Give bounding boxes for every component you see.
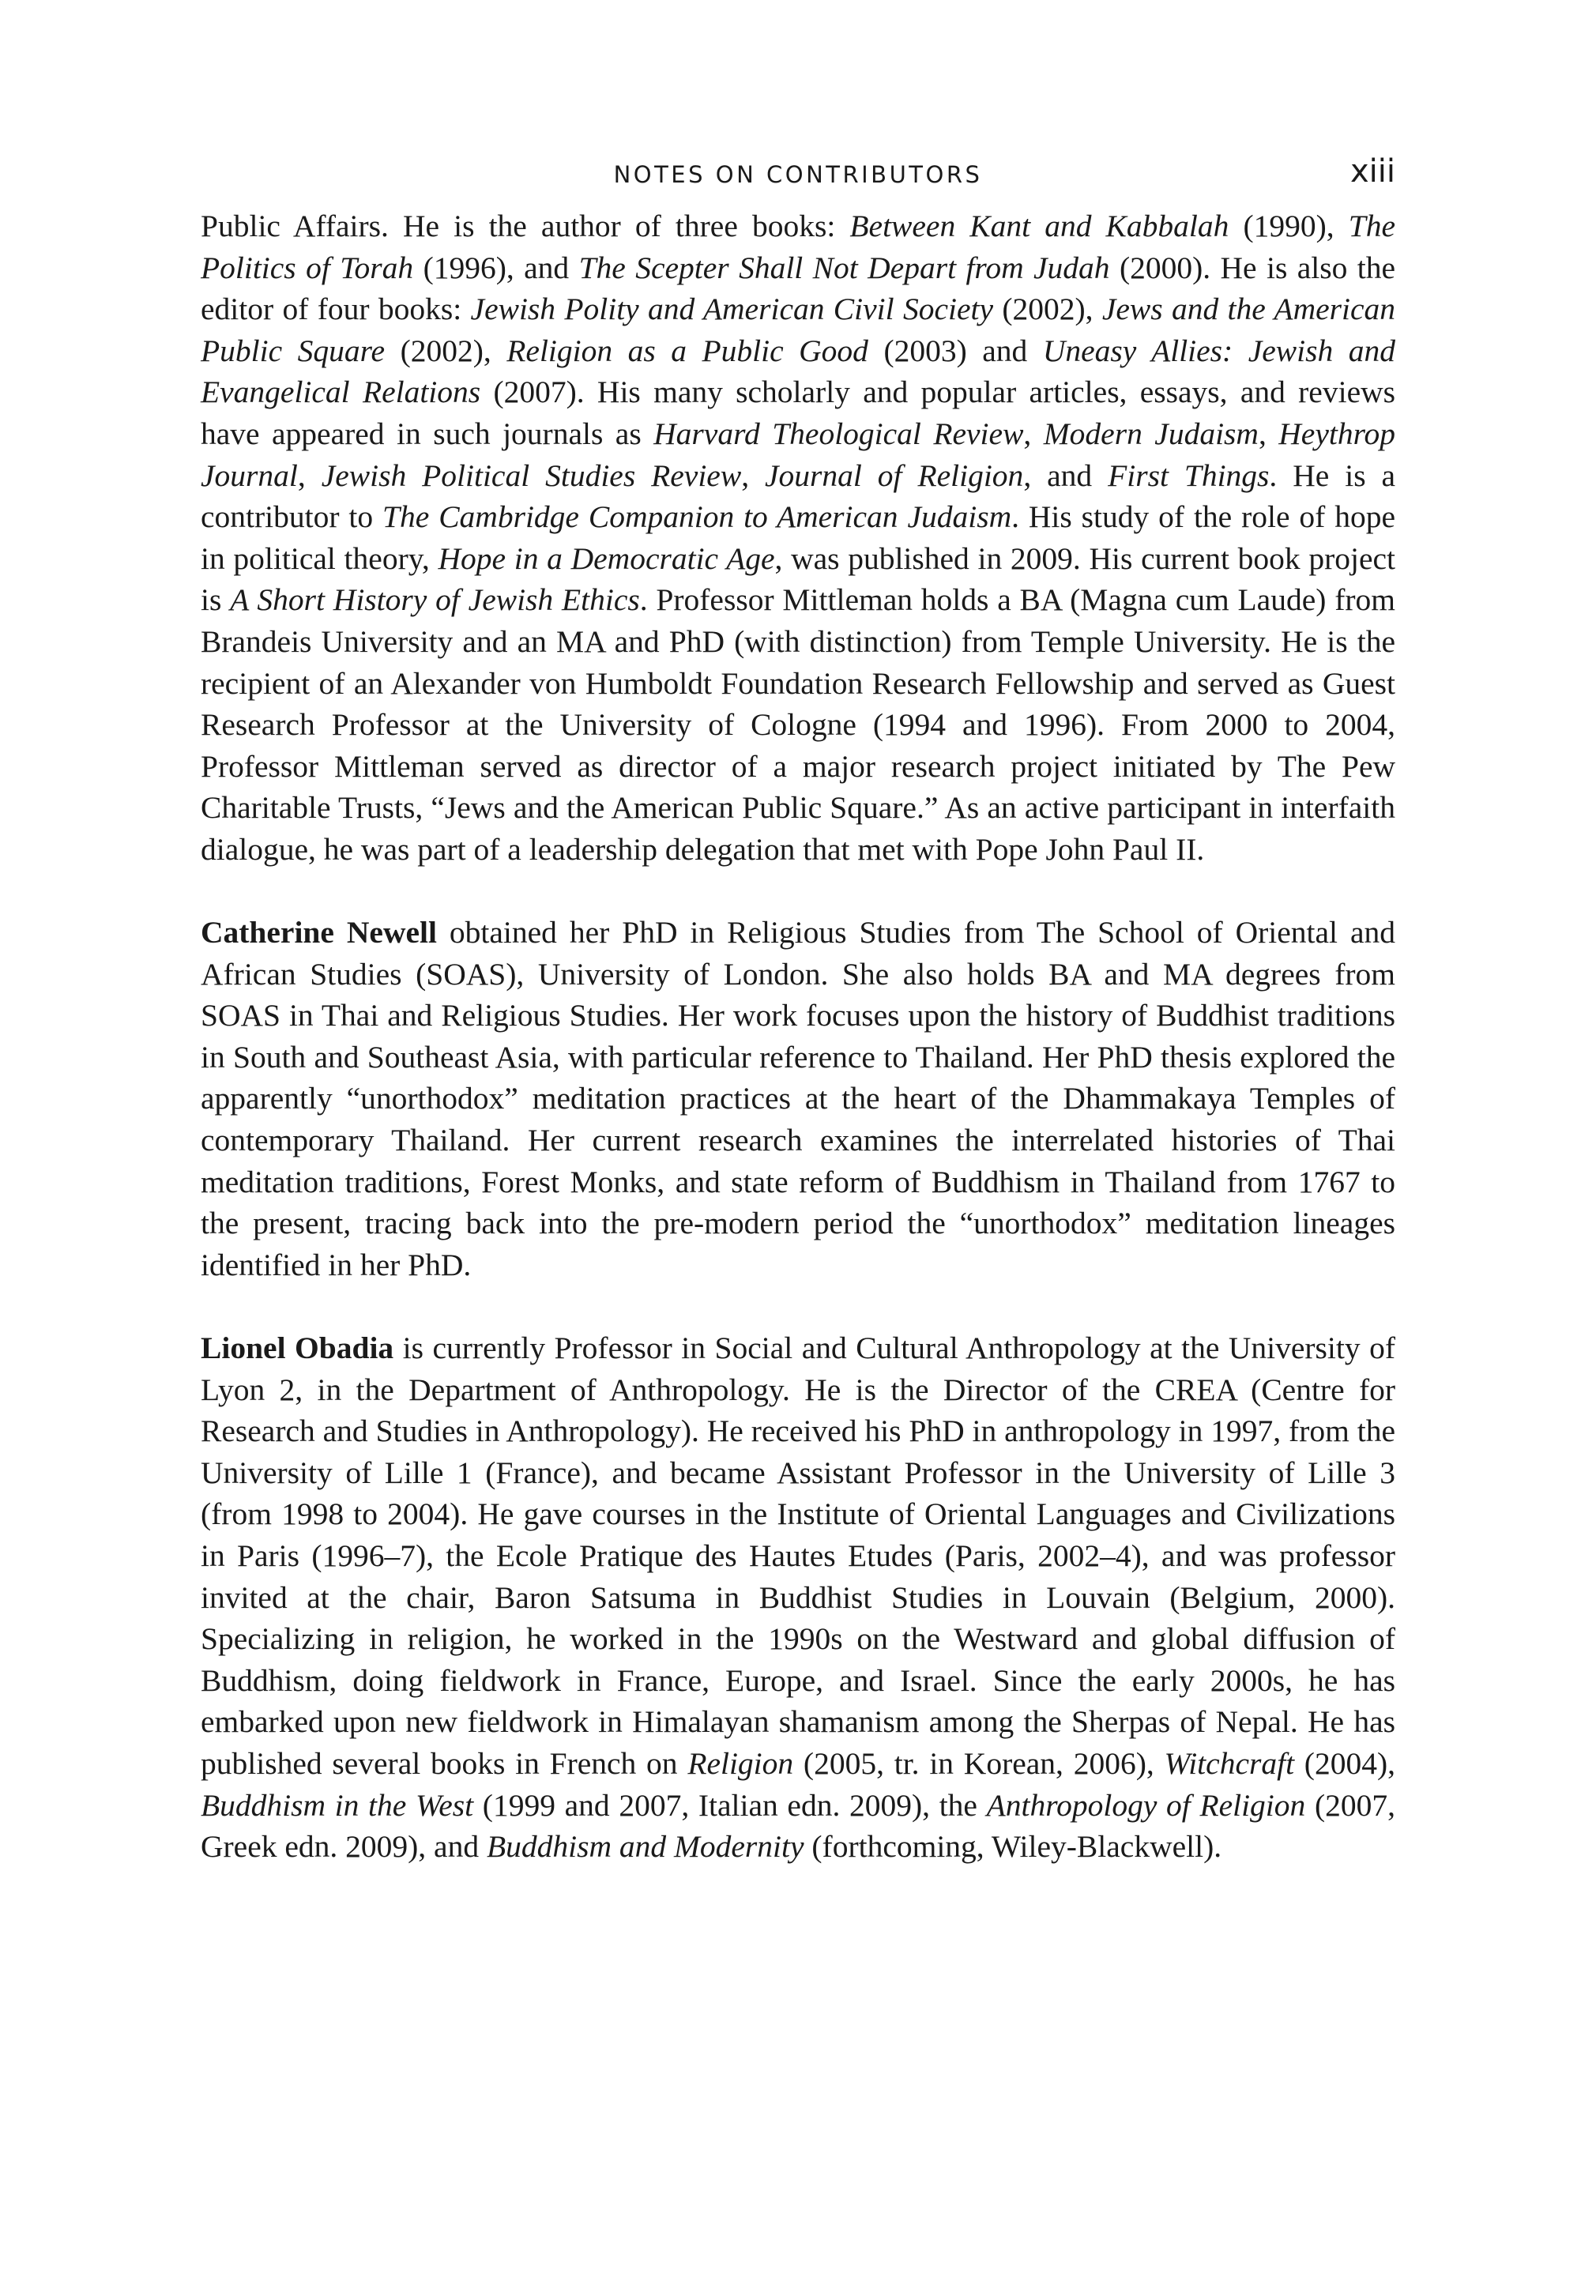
text-run: . He is a contributor to (201, 457, 1396, 535)
contributor-name: Lionel Obadia (201, 1331, 394, 1366)
italic-title: The Scepter Shall Not Depart from Judah (578, 250, 1110, 285)
italic-title: Jewish Polity and American Civil Society (470, 292, 993, 327)
text-run: (1990), (1229, 209, 1349, 243)
contributor-notes (201, 205, 1395, 1868)
text-run: , was published in 2009. His current book project is (201, 540, 1395, 618)
italic-title: Anthropology of Religion (986, 1787, 1306, 1823)
text-run: (2003) and (868, 333, 1043, 368)
text-run: (2007). His many scholarly and popular articles, essays, and reviews have appeared in such journals as (201, 375, 1395, 451)
italic-title: Between Kant and Kabbalah (849, 209, 1229, 243)
text-run: (2005, tr. in Korean, 2006), (793, 1745, 1165, 1781)
text-run: . His study of the role of hope in political theory, (201, 499, 1395, 576)
italic-title: Modern Judaism (1043, 416, 1259, 451)
italic-title: Uneasy Allies: Jewish and Evangelical Relations (201, 333, 1395, 410)
text-run: (2004), (1294, 1745, 1395, 1781)
text-run: , (1258, 416, 1279, 451)
italic-title: Religion as a Public Good (506, 333, 868, 368)
italic-title: First Things (1108, 457, 1270, 493)
page-number: xiii (1349, 153, 1395, 190)
italic-title: Heythrop Journal (201, 416, 1396, 493)
text-run: (2007, Greek edn. 2009), and (201, 1787, 1395, 1865)
contributor-entry (201, 912, 1395, 1285)
contributor-name: Catherine Newell (201, 915, 437, 950)
contributor-entry (201, 1327, 1395, 1868)
text-run: Public Affairs. He is the author of three books: (201, 209, 850, 243)
italic-title: Religion (687, 1745, 794, 1781)
contributor-entry (201, 205, 1395, 871)
text-run: . Professor Mittleman holds a BA (Magna cum Laude) from Brandeis University and an MA and PhD (with distinction) from Temple University. He is the recipient of an Alexander von Humboldt Foundation Research Fellowship and served as Guest Research Professor at the University of Cologne (1994 and 1996). From 2000 to 2004, Professor Mittleman served as director of a major research project initiated by The Pew Charitable Trusts, “Jews and the American Public Square.” As an active participant in interfaith dialogue, he was part of a leadership delegation that met with Pope John Paul II. (201, 582, 1395, 867)
text-run: (1999 and 2007, Italian edn. 2009), the (473, 1787, 987, 1823)
text-run: is currently Professor in Social and Cultural Anthropology at the University of Lyon 2, in the Department of Anthropology. He is the Director of the CREA (Centre for Research and Studies in Anthropology). He received his PhD in anthropology in 1997, from the University of Lille 1 (France), and became Assistant Professor in the University of Lille 3 (from 1998 to 2004). He gave courses in the Institute of Oriental Languages and Civilizations in Paris (1996–7), the Ecole Pratique des Hautes Etudes (Paris, 2002–4), and was professor invited at the chair, Baron Satsuma in Buddhist Studies in Louvain (Belgium, 2000). Specializing in religion, he worked in the 1990s on the Westward and global diffusion of Buddhism, doing fieldwork in France, Europe, and Israel. Since the early 2000s, he has embarked upon new fieldwork in Himalayan shamanism among the Sherpas of Nepal. He has published several books in French on (201, 1331, 1395, 1781)
italic-title: Jews and the American Public Square (201, 292, 1395, 368)
italic-title: Hope in a Democratic Age (438, 540, 775, 576)
italic-title: Buddhism in the West (201, 1787, 474, 1823)
italic-title: Buddhism and Modernity (486, 1829, 804, 1865)
running-head (201, 153, 1395, 205)
italic-title: Witchcraft (1164, 1745, 1295, 1781)
running-head-title: NOTES ON CONTRIBUTORS (613, 161, 983, 188)
text-run: (2000). He is also the editor of four books: (201, 250, 1396, 327)
text-run: (forthcoming, Wiley-Blackwell). (804, 1829, 1222, 1865)
italic-title: A Short History of Jewish Ethics (230, 582, 640, 618)
text-run: obtained her PhD in Religious Studies from The School of Oriental and African Studies (SOAS), University of London. She also holds BA and MA degrees from SOAS in Thai and Religious Studies. Her work focuses upon the history of Buddhist traditions in South and Southeast Asia, with particular reference to Thailand. Her PhD thesis explored the apparently “unorthodox” meditation practices at the heart of the Dhammakaya Temples of contemporary Thailand. Her current research examines the interrelated histories of Thai meditation traditions, Forest Monks, and state reform of Buddhism in Thailand from 1767 to the present, tracing back into the pre-modern period the “unorthodox” meditation lineages identified in her PhD. (201, 915, 1396, 1282)
text-run: (2002), (385, 333, 507, 368)
italic-title: The Politics of Torah (201, 209, 1395, 285)
book-page (201, 153, 1396, 1868)
italic-title: Jewish Political Studies Review (321, 457, 742, 493)
italic-title: Harvard Theological Review (653, 416, 1024, 451)
text-run: (2002), (993, 292, 1102, 327)
text-run: , and (1023, 457, 1109, 493)
text-run: (1996), and (413, 250, 579, 285)
text-run: , (297, 457, 322, 493)
text-run: , (741, 457, 765, 493)
text-run: , (1023, 416, 1044, 451)
italic-title: Journal of Religion (765, 457, 1024, 493)
italic-title: The Cambridge Companion to American Judaism (382, 499, 1012, 535)
